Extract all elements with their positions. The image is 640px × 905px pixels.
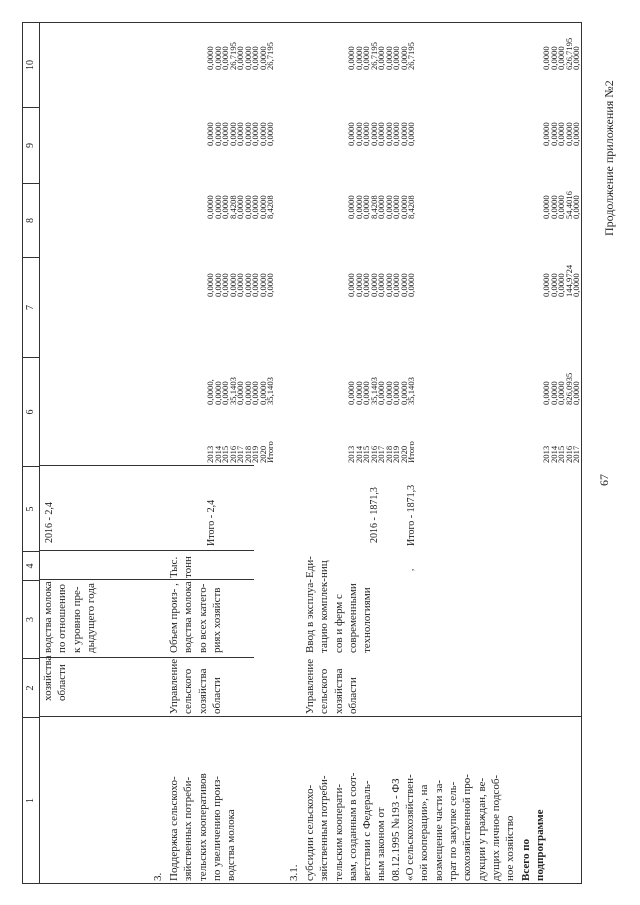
fragment-executor: хозяйства области [42, 655, 69, 701]
row3-unit: Тыс. тонн [168, 556, 195, 578]
row3-col10: 0,0000 0,0000 0,0000 26,7195 0,0000 0,0000 0,0000 0,0000 26,7195 [205, 42, 275, 70]
total-years: 2013 2014 2015 2016 2017 [541, 445, 581, 463]
col-header-4: 4 [23, 551, 39, 580]
rotated-sheet [22, 22, 618, 884]
col-header-5: 5 [23, 466, 39, 551]
subprogram-total-label: Всего по подпрограмме [520, 809, 547, 881]
total-col10: 0,0000 0,0000 0,0000 626,7195 0,0000 [541, 37, 581, 70]
row3-col6: 0,0000, 0,0000 0,0000 35,1403 0,0000 0,0000 0,0000 0,0000 35,1403 [205, 377, 275, 405]
col-header-3: 3 [23, 580, 39, 658]
col-header-8: 8 [23, 183, 39, 257]
row3-col8: 0,0000 0,0000 0,0000 8,4208 0,0000 0,0000 0,0000 0,0000 8,4208 [205, 195, 275, 219]
fragment-total: Итого - 2,4 [206, 499, 217, 546]
row31-total: Итого - 1871,3 [406, 484, 417, 546]
row31-years: 2013 2014 2015 2016 2017 2018 2019 2020 Итого [346, 441, 416, 463]
row31-indicator: Ввод в эксплуа- тацию комплек- сов и ферм с современными технологиями [304, 578, 374, 653]
total-col8: 0,0000 0,0000 0,0000 54,4016 0,0000 [541, 191, 581, 219]
total-col7: 0,0000 0,0000 0,0000 144,9724 0,0000 [541, 264, 581, 297]
row3-indicator: Объем произ- , водства молока во всех катего- риях хозяйств [168, 581, 223, 653]
col-header-9: 9 [23, 107, 39, 183]
fragment-indicator: водства молока по отношению к уровню пре- дыдущего года [42, 581, 97, 653]
stray-comma: , [405, 568, 415, 571]
fragment-target-value: 2016 - 2,4 [44, 502, 55, 543]
row31-col10: 0,0000 0,0000 0,0000 26,7195 0,0000 0,0000 0,0000 0,0000 26,7195 [346, 42, 416, 70]
row31-executor: Управление сельского хозяйства области [304, 658, 359, 714]
row3-executor: Управление сельского хозяйства области [168, 658, 223, 714]
program-table [22, 22, 582, 884]
page-number: 67 [597, 474, 611, 486]
row3-col7: 0,0000 0,0000 0,0000 0,0000 0,0000 0,0000 0,0000 0,0000 0,0000 [205, 273, 275, 297]
table-header [23, 23, 40, 883]
row31-unit: Еди- ниц [304, 556, 331, 578]
column-divider [39, 465, 254, 466]
row31-col6: 0,0000 0,0000 0,0000 35,1403 0,0000 0,0000 0,0000 0,0000 35,1403 [346, 377, 416, 405]
col-header-1: 1 [23, 717, 39, 883]
col-header-10: 10 [25, 60, 36, 70]
total-col9: 0,0000 0,0000 0,0000 0,0000 0,0000 [541, 122, 581, 146]
column-divider [39, 550, 254, 551]
column-divider [39, 579, 254, 580]
col-header-7: 7 [23, 257, 39, 357]
row31-number: 3.1. [288, 864, 300, 881]
column-divider [39, 716, 582, 717]
row31-target-value: 2016 - 1871,3 [369, 487, 380, 543]
total-col6: 0,0000 0,0000 0,0000 826,0935 0,0000 [541, 372, 581, 405]
col-header-6: 6 [23, 357, 39, 466]
row3-years: 2013 2014 2015 2016 2017 2018 2019 2020 Итого [205, 441, 275, 463]
row3-number: 3. [152, 872, 164, 881]
row31-col7: 0,0000 0,0000 0,0000 0,0000 0,0000 0,0000 0,0000 0,0000 0,0000 [346, 273, 416, 297]
continuation-header: Продолжение приложения №2 [602, 80, 616, 236]
col-header-2: 2 [23, 658, 39, 717]
row31-measure: субсидии сельскохо- зяйственным потреби- тельским кооперати- вам, созданным в соот- ветствии с Федераль- ным законом от 08.12.1995 №193 - ФЗ «О сельскохозяйствен- ной кооперации», на возмещение части за- трат по закупке сель- скохозяйственной про- дукции у граждан, ве- дущих личное подсоб- ное хозяйство [304, 772, 517, 881]
row31-col9: 0,0000 0,0000 0,0000 0,0000 0,0000 0,0000 0,0000 0,0000 0,0000 [346, 122, 416, 146]
row31-col8: 0,0000 0,0000 0,0000 8,4208 0,0000 0,0000 0,0000 0,0000 8,4208 [346, 195, 416, 219]
row3-measure: Поддержка сельскохо- зяйственных потреби- тельских кооперативов по увеличению произ- водства молока [168, 773, 238, 881]
row3-col9: 0,0000 0,0000 0,0000 0,0000 0,0000 0,0000 0,0000 0,0000 0,0000 [205, 122, 275, 146]
